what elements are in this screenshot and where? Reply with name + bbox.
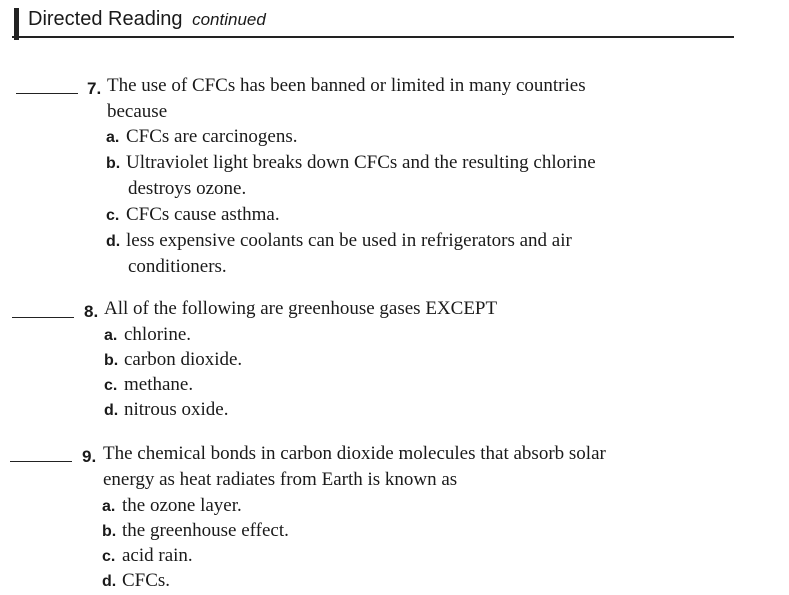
choice-letter: a. — [106, 129, 120, 146]
header-title-row — [28, 8, 266, 31]
question-number-7: 7. — [87, 79, 102, 98]
choice-text: CFCs. — [122, 570, 171, 591]
answer-blank-7[interactable] — [16, 93, 78, 94]
choice-7d-continued: conditioners. — [128, 256, 227, 277]
answer-blank-8[interactable] — [12, 317, 74, 318]
choice-text: Ultraviolet light breaks down CFCs and the resulting chlorine — [126, 152, 596, 173]
choice-text: carbon dioxide. — [124, 349, 243, 370]
choice-9b[interactable] — [102, 518, 289, 545]
choice-7c[interactable] — [106, 202, 280, 229]
choice-8c[interactable] — [104, 372, 193, 399]
choice-letter: b. — [106, 155, 121, 172]
answer-blank-9[interactable] — [10, 461, 72, 462]
choice-9c[interactable] — [102, 543, 193, 570]
question-text-8 — [104, 296, 704, 322]
question-number-9: 9. — [82, 447, 97, 466]
choice-text: the greenhouse effect. — [122, 520, 289, 541]
choice-9d[interactable] — [102, 568, 170, 595]
question-text-8-line1: All of the following are greenhouse gases EXCEPT — [104, 298, 498, 319]
page-title: Directed Reading — [28, 8, 183, 30]
choice-letter: c. — [104, 377, 118, 394]
choice-text: nitrous oxide. — [124, 399, 229, 420]
choice-8a[interactable] — [104, 322, 191, 349]
choice-letter: b. — [104, 352, 119, 369]
choice-text: CFCs are carcinogens. — [126, 126, 298, 147]
question-number-8: 8. — [84, 302, 99, 321]
choice-8b[interactable] — [104, 347, 242, 374]
header-accent-bar — [14, 8, 19, 40]
choice-letter: c. — [102, 548, 116, 565]
choice-letter: d. — [106, 233, 121, 250]
question-text-7 — [107, 73, 707, 124]
choice-text: chlorine. — [124, 324, 192, 345]
choice-letter: a. — [104, 327, 118, 344]
page-subtitle: continued — [192, 10, 266, 29]
question-text-9-line2: energy as heat radiates from Earth is known as — [103, 468, 458, 490]
choice-text: the ozone layer. — [122, 495, 242, 516]
choice-9a[interactable] — [102, 493, 242, 520]
choice-7a[interactable] — [106, 124, 297, 151]
section-header — [12, 6, 734, 38]
choice-text: less expensive coolants can be used in refrigerators and air — [126, 230, 572, 251]
question-text-7-line1: The use of CFCs has been banned or limited in many countries — [107, 75, 586, 96]
choice-letter: c. — [106, 207, 120, 224]
choice-text: acid rain. — [122, 545, 193, 566]
choice-letter: b. — [102, 523, 117, 540]
choice-letter: d. — [104, 402, 119, 419]
choice-letter: d. — [102, 573, 117, 590]
question-text-7-line2: because — [107, 100, 168, 122]
choice-8d[interactable] — [104, 397, 229, 424]
choice-7b[interactable] — [106, 150, 596, 177]
choice-letter: a. — [102, 498, 116, 515]
choice-text: CFCs cause asthma. — [126, 204, 280, 225]
question-text-9 — [103, 441, 703, 492]
choice-7d[interactable] — [106, 228, 572, 255]
choice-7b-continued: destroys ozone. — [128, 178, 247, 199]
question-text-9-line1: The chemical bonds in carbon dioxide molecules that absorb solar — [103, 443, 606, 464]
choice-text: methane. — [124, 374, 194, 395]
